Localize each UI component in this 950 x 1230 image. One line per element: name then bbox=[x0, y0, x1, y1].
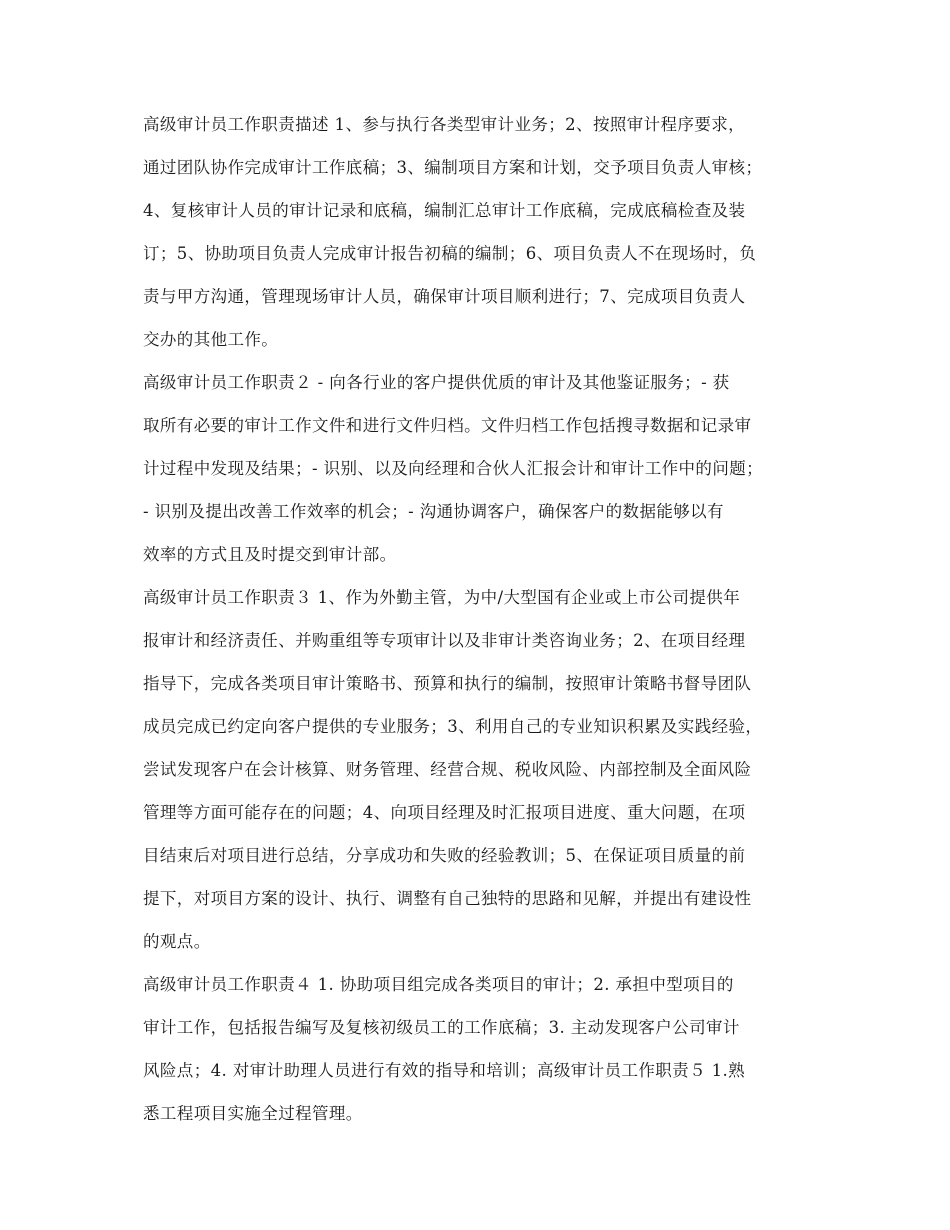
text-line: 风险点；4. 对审计助理人员进行有效的指导和培训；高级审计员工作职责５ 1.熟 bbox=[143, 1061, 746, 1080]
text-line: 效率的方式且及时提交到审计部。 bbox=[143, 545, 397, 564]
text-line: 通过团队协作完成审计工作底稿；3、编制项目方案和计划，交予项目负责人审核； bbox=[143, 158, 763, 177]
document-body bbox=[143, 110, 823, 1142]
text-line: 提下，对项目方案的设计、执行、调整有自己独特的思路和见解，并提出有建设性 bbox=[143, 889, 752, 908]
text-line: - 识别及提出改善工作效率的机会；- 沟通协调客户，确保客户的数据能够以有 bbox=[143, 502, 724, 521]
text-line: 责与甲方沟通，管理现场审计人员，确保审计项目顺利进行；7、完成项目负责人 bbox=[143, 287, 746, 306]
text-line: 高级审计员工作职责描述 1、参与执行各类型审计业务；2、按照审计程序要求， bbox=[143, 115, 746, 134]
text-line: 订；5、协助项目负责人完成审计报告初稿的编制；6、项目负责人不在现场时，负 bbox=[143, 244, 757, 263]
text-line: 报审计和经济责任、并购重组等专项审计以及非审计类咨询业务；2、在项目经理 bbox=[143, 631, 746, 650]
text-line: 的观点。 bbox=[143, 932, 211, 951]
text-line: 成员完成已约定向客户提供的专业服务；3、利用自己的专业知识积累及实践经验， bbox=[143, 717, 763, 736]
text-line: 指导下，完成各类项目审计策略书、预算和执行的编制，按照审计策略书督导团队 bbox=[143, 674, 752, 693]
text-line: 高级审计员工作职责４ 1. 协助项目组完成各类项目的审计；2. 承担中型项目的 bbox=[143, 975, 734, 994]
text-line: 高级审计员工作职责２ - 向各行业的客户提供优质的审计及其他鉴证服务；- 获 bbox=[143, 373, 730, 392]
text-line: 4、复核审计人员的审计记录和底稿，编制汇总审计工作底稿，完成底稿检查及装 bbox=[143, 201, 746, 220]
text-line: 交办的其他工作。 bbox=[143, 330, 279, 349]
text-line: 取所有必要的审计工作文件和进行文件归档。文件归档工作包括搜寻数据和记录审 bbox=[143, 416, 752, 435]
text-line: 审计工作，包括报告编写及复核初级员工的工作底稿；3. 主动发现客户公司审计 bbox=[143, 1018, 740, 1037]
text-line: 管理等方面可能存在的问题；4、向项目经理及时汇报项目进度、重大问题，在项 bbox=[143, 803, 746, 822]
text-line: 悉工程项目实施全过程管理。 bbox=[143, 1104, 363, 1123]
text-line: 计过程中发现及结果；- 识别、以及向经理和合伙人汇报会计和审计工作中的问题； bbox=[143, 459, 764, 478]
text-line: 高级审计员工作职责３ 1、作为外勤主管，为中/大型国有企业或上市公司提供年 bbox=[143, 588, 741, 607]
text-line: 目结束后对项目进行总结，分享成功和失败的经验教训；5、在保证项目质量的前 bbox=[143, 846, 746, 865]
text-line: 尝试发现客户在会计核算、财务管理、经营合规、税收风险、内部控制及全面风险 bbox=[143, 760, 752, 779]
